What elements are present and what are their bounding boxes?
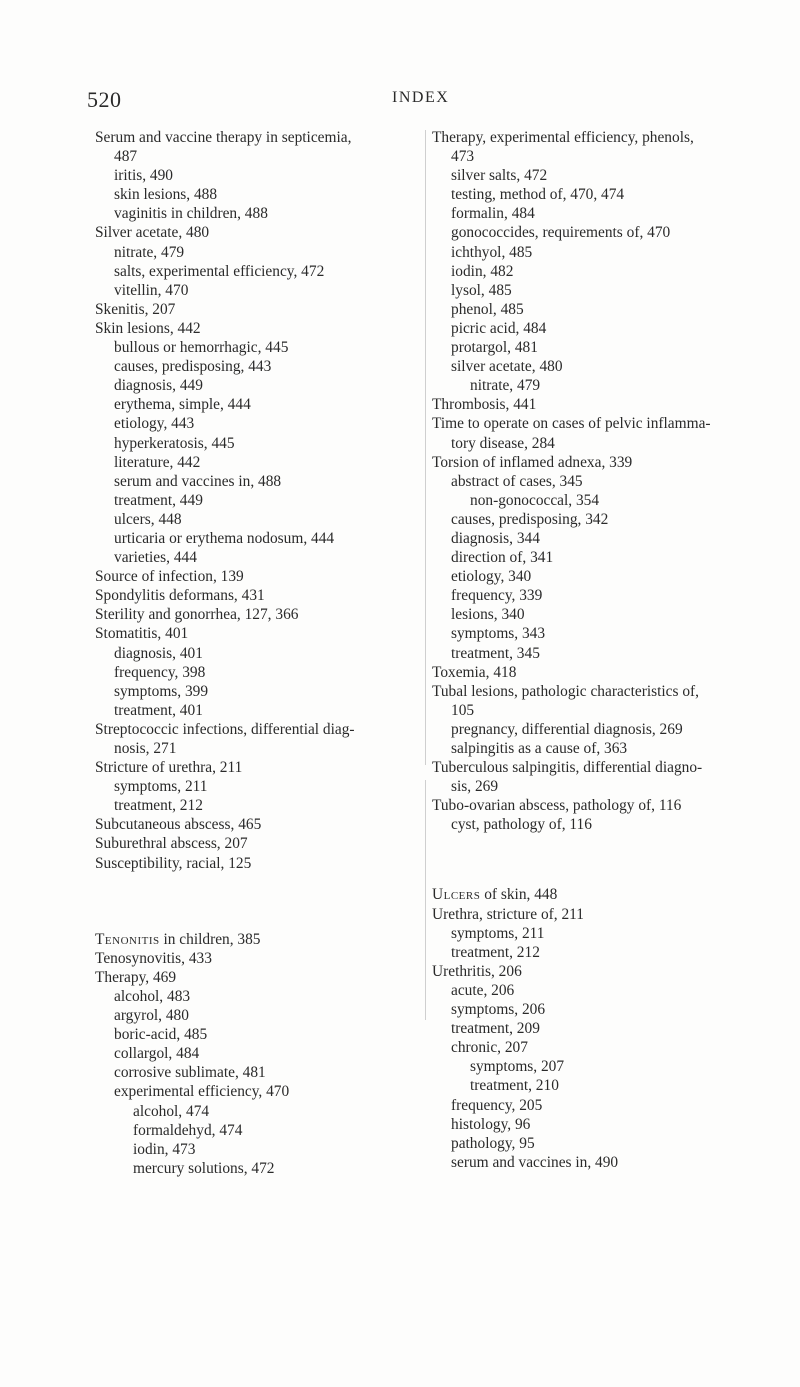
index-entry: Source of infection, 139 [95,568,244,586]
index-entry: Tubal lesions, pathologic characteristics of, [432,682,699,700]
index-subentry: urticaria or erythema nodosum, 444 [114,529,335,547]
right-block-2 [432,905,792,1172]
index-subentry: treatment, 209 [451,1020,540,1038]
index-entry: Streptococcic infections, differential diag- [95,720,355,738]
index-subentry: symptoms, 343 [451,625,546,643]
index-subentry: experimental efficiency, 470 [114,1083,290,1101]
index-entry: Skin lesions, 442 [95,319,201,337]
index-subentry: diagnosis, 449 [114,377,203,395]
index-subentry: alcohol, 474 [133,1102,210,1120]
index-subentry: iodin, 482 [451,262,514,280]
index-subentry: treatment, 449 [114,491,203,509]
index-subentry: varieties, 444 [114,549,197,567]
index-subentry: testing, method of, 470, 474 [451,186,625,204]
index-subentry: pathology, 95 [451,1134,535,1152]
heading-lead: Ulcers [432,886,481,904]
index-subentry: symptoms, 399 [114,682,209,700]
index-subentry: diagnosis, 344 [451,529,540,547]
index-subentry: nitrate, 479 [470,377,541,395]
index-subentry: treatment, 212 [451,943,540,961]
index-subentry: symptoms, 207 [470,1058,565,1076]
index-subentry: 105 [451,701,475,719]
index-entry: Thrombosis, 441 [432,396,537,414]
index-subentry: symptoms, 211 [451,924,545,942]
index-subentry: nitrate, 479 [114,243,185,261]
index-entry: Therapy, 469 [95,968,177,986]
index-subentry: vitellin, 470 [114,281,189,299]
index-subentry: salts, experimental efficiency, 472 [114,262,325,280]
index-subentry: mercury solutions, 472 [133,1159,275,1177]
index-subentry: silver acetate, 480 [451,358,563,376]
index-subentry: abstract of cases, 345 [451,472,583,490]
index-subentry: frequency, 205 [451,1096,543,1114]
index-entry: Tuberculous salpingitis, differential diagno- [432,759,703,777]
index-subentry: treatment, 401 [114,701,203,719]
index-entry: Subcutaneous abscess, 465 [95,816,262,834]
index-subentry: boric-acid, 485 [114,1026,208,1044]
index-subentry: symptoms, 211 [114,778,208,796]
left-block-2 [95,949,425,1178]
heading-rest: of skin, 448 [480,886,558,904]
index-subentry: gonococcides, requirements of, 470 [451,224,671,242]
index-entry: Susceptibility, racial, 125 [95,854,252,872]
left-block-1 [95,128,425,873]
index-entry: Stricture of urethra, 211 [95,759,243,777]
index-subentry: skin lesions, 488 [114,186,218,204]
index-entry: Suburethral abscess, 207 [95,835,248,853]
index-subentry: silver salts, 472 [451,167,548,185]
index-subentry: serum and vaccines in, 488 [114,472,282,490]
index-subentry: collargol, 484 [114,1045,200,1063]
index-subentry: direction of, 341 [451,549,554,567]
index-subentry: symptoms, 206 [451,1001,546,1019]
index-subentry: 473 [451,148,475,166]
index-subentry: formaldehyd, 474 [133,1121,243,1139]
page-header [87,87,737,117]
index-subentry: vaginitis in children, 488 [114,205,268,223]
right-column [432,128,792,1172]
index-subentry: hyperkeratosis, 445 [114,434,235,452]
index-subentry: frequency, 398 [114,663,206,681]
index-subentry: salpingitis as a cause of, 363 [451,740,628,757]
index-subentry: acute, 206 [451,981,515,999]
index-entry: Silver acetate, 480 [95,224,210,242]
index-subentry: phenol, 485 [451,300,524,318]
index-subentry: nosis, 271 [114,740,177,757]
column-divider-lower [425,780,426,1020]
index-subentry: picric acid, 484 [451,319,547,337]
index-subentry: ulcers, 448 [114,510,182,528]
heading-lead: Tenonitis [95,930,160,948]
index-subentry: etiology, 443 [114,415,195,433]
index-subentry: diagnosis, 401 [114,644,203,662]
index-entry: Sterility and gonorrhea, 127, 366 [95,606,299,624]
index-subentry: non-gonococcal, 354 [470,491,600,509]
index-subentry: erythema, simple, 444 [114,396,251,414]
index-entry: Urethra, stricture of, 211 [432,905,584,923]
index-subentry: formalin, 484 [451,205,535,223]
index-entry: Torsion of inflamed adnexa, 339 [432,453,633,471]
index-subentry: iritis, 490 [114,167,173,185]
index-entry: Skenitis, 207 [95,300,176,318]
index-subentry: sis, 269 [451,778,499,796]
page-number: 520 [87,87,122,112]
index-subentry: 487 [114,148,138,166]
index-entry: Spondylitis deformans, 431 [95,587,265,605]
index-subentry: serum and vaccines in, 490 [451,1153,619,1171]
index-subentry: treatment, 210 [470,1077,559,1095]
letter-gap [95,873,425,930]
index-subentry: bullous or hemorrhagic, 445 [114,339,289,357]
index-subentry: ichthyol, 485 [451,243,533,261]
index-entry: Time to operate on cases of pelvic inflamma- [432,415,711,433]
index-subentry: histology, 96 [451,1115,531,1133]
index-subentry: pregnancy, differential diagnosis, 269 [451,720,683,738]
index-subentry: alcohol, 483 [114,987,191,1005]
index-subentry: argyrol, 480 [114,1007,189,1025]
index-subentry: lysol, 485 [451,281,512,299]
index-entry: Toxemia, 418 [432,663,517,681]
index-subentry: etiology, 340 [451,568,532,586]
index-entry-heading [432,885,792,904]
index-entry: Urethritis, 206 [432,962,522,980]
index-entry-heading [95,930,425,949]
index-subentry: treatment, 345 [451,644,540,662]
index-subentry: cyst, pathology of, 116 [451,816,592,834]
index-entry: Tubo-ovarian abscess, pathology of, 116 [432,797,682,815]
index-subentry: treatment, 212 [114,797,203,815]
index-subentry: chronic, 207 [451,1039,528,1057]
letter-gap [432,834,792,885]
left-column [95,128,425,1178]
index-entry: Tenosynovitis, 433 [95,949,212,967]
index-subentry: iodin, 473 [133,1140,196,1158]
column-divider [425,130,426,765]
heading-rest: in children, 385 [159,930,261,948]
index-entry: Serum and vaccine therapy in septicemia, [95,129,352,146]
index-subentry: causes, predisposing, 443 [114,358,272,376]
index-subentry: tory disease, 284 [451,434,555,452]
index-subentry: causes, predisposing, 342 [451,510,609,528]
index-entry: Therapy, experimental efficiency, phenols, [432,129,694,146]
right-block-1 [432,128,792,834]
index-subentry: lesions, 340 [451,606,525,624]
index-subentry: corrosive sublimate, 481 [114,1064,266,1082]
index-subentry: frequency, 339 [451,587,543,605]
index-subentry: literature, 442 [114,453,201,471]
index-entry: Stomatitis, 401 [95,625,189,643]
index-subentry: protargol, 481 [451,339,538,357]
running-title: INDEX [392,89,450,106]
